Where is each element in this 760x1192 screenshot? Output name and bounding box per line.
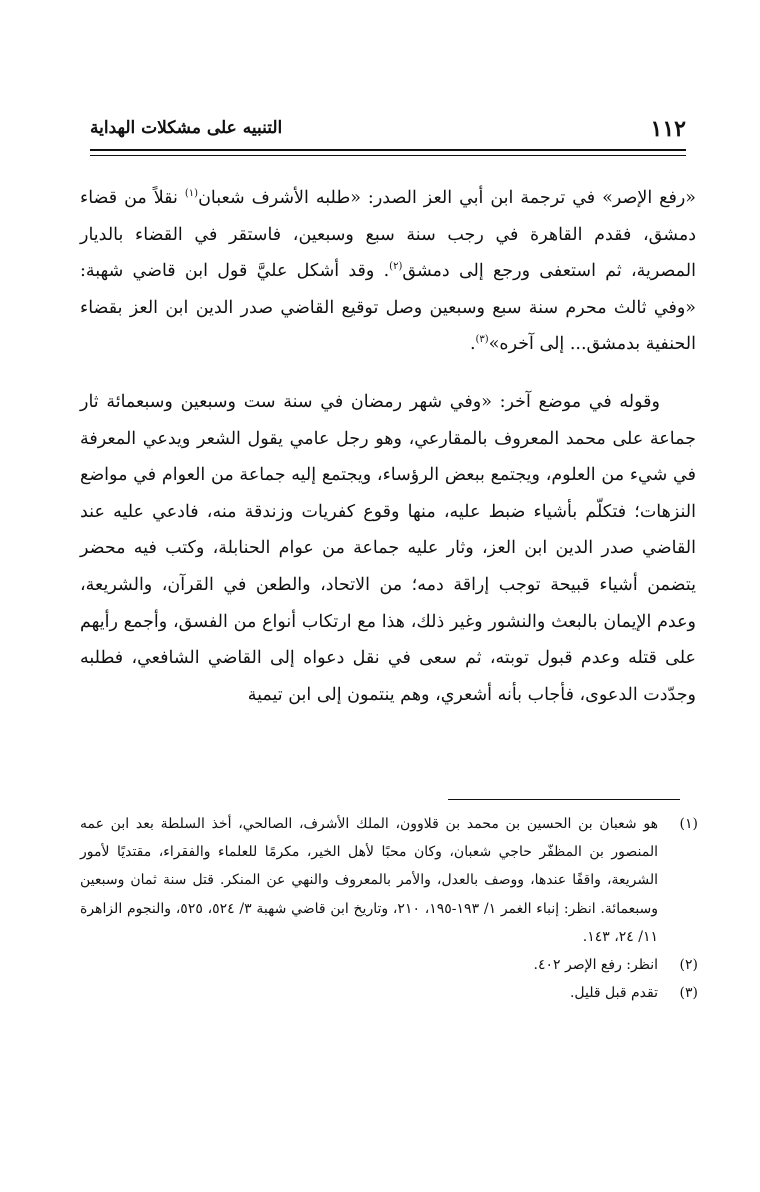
paragraph-1-part-c: . وقد أشكل عليَّ قول ابن قاضي شهبة: «وفي ثالث محرم سنة سبع وسبعين وصل توقيع القاضي صدر الدين ابن العز بقضاء الحنفية بدمشق... إلى آخره» [80,261,696,355]
footnote-3 [80,979,698,1007]
paragraph-1-part-a: «رفع الإصر» في ترجمة ابن أبي العز الصدر: «طلبه الأشرف شعبان [198,188,696,208]
footnote-ref-1[interactable]: (١) [184,188,199,200]
running-head [90,112,686,146]
header-rule-thick [90,149,686,151]
footnote-2-text: انظر: رفع الإصر ٤٠٢. [533,957,658,974]
running-title: التنبيه على مشكلات الهداية [90,118,283,138]
paragraph-2: وقوله في موضع آخر: «وفي شهر رمضان في سنة ست وسبعين وسبعمائة ثار جماعة على محمد المعروف بالمقارعي، وهو رجل عامي يقول الشعر ويدعي المعرفة في شيء من العلوم، ويجتمع ببعض الرؤساء، ويجتمع إليه جماعة من العوام في مواضع النزهات؛ فتكلّم بأشياء ضبط عليه، منها وقوع كفريات وزندقة منه، فادعي عليه عند القاضي صدر الدين ابن العز، وثار عليه جماعة من عوام الحنابلة، وكتب فيه محضر يتضمن أشياء قبيحة توجب إراقة دمه؛ من الاتحاد، والطعن في القرآن، والشريعة، وعدم الإيمان بالبعث والنشور وغير ذلك، هذا مع ارتكاب أنواع من الفسق، وأجمع رأيهم على قتله وعدم قبول توبته، ثم سعى في نقل دعواه إلى القاضي الشافعي، فطلبه وجدّدت الدعوى، فأجاب بأنه أشعري، وهم ينتمون إلى ابن تيمية [80,391,696,705]
footnotes [80,810,698,1007]
footnote-2 [80,951,698,979]
paragraph-1-part-b: نقلاً من قضاء دمشق، فقدم القاهرة في رجب سنة سبع وسبعين، فاستقر في القضاء بالديار المصرية، ثم استعفى ورجع إلى دمشق [80,188,696,282]
footnote-1 [80,810,698,951]
main-text [80,180,696,713]
footnote-1-number: (١) [679,816,698,832]
paragraph-1 [80,180,696,363]
footnote-3-text: تقدم قبل قليل. [569,985,658,1002]
footnote-ref-3[interactable]: (٣) [475,334,489,346]
header-rule-thin [90,155,686,156]
footnote-2-number: (٢) [679,957,698,974]
page-number: ١١٢ [650,116,686,142]
footnote-1-text: هو شعبان بن الحسين بن محمد بن قلاوون، الملك الأشرف، الصالحي، أخذ السلطة بعد ابن عمه المنصور بن المظفّر حاجي شعبان، وكان محبًا لأهل الخير، مكرمًا للعلماء والفقراء، مقتديًا لأمور الشريعة، واقفًا عندها، ووصف بالعدل، والأمر بالمعروف والنهي عن المنكر. قتل سنة ثمان وسبعين وسبعمائة. انظر: إنباء الغمر ١/ ١٩٣-١٩٥، ٢١٠، وتاريخ ابن قاضي شهبة ٣/ ٥٢٤، ٥٢٥، والنجوم الزاهرة ١١/ ٢٤، ١٤٣. [80,816,659,945]
paragraph-1-part-d: . [469,334,476,355]
footnote-separator [448,799,680,800]
footnote-ref-2[interactable]: (٢) [389,261,403,273]
footnote-3-number: (٣) [679,985,698,1002]
